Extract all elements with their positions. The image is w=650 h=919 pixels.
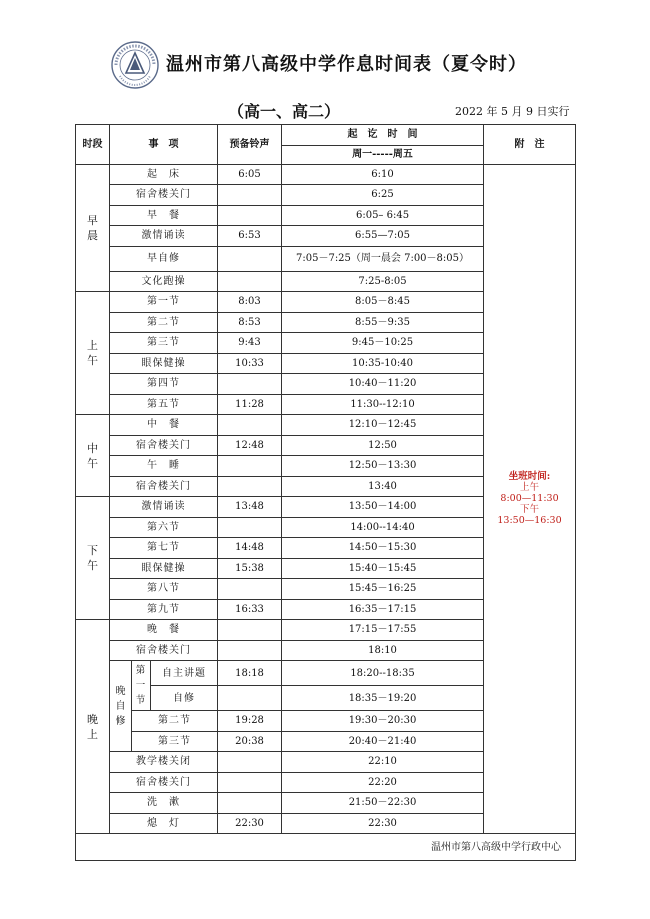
bell-cell: 20:38 bbox=[218, 731, 282, 752]
time-cell: 14:50－15:30 bbox=[282, 538, 484, 559]
time-cell: 20:40－21:40 bbox=[282, 731, 484, 752]
bell-cell bbox=[218, 620, 282, 641]
period-noon: 中午 bbox=[76, 415, 110, 497]
time-cell: 11:30--12:10 bbox=[282, 394, 484, 415]
item-cell: 宿舍楼关门 bbox=[110, 640, 218, 661]
period-morning: 早晨 bbox=[76, 164, 110, 292]
item-cell: 午 睡 bbox=[110, 456, 218, 477]
notes-cell bbox=[484, 164, 576, 834]
header-item: 事 项 bbox=[110, 125, 218, 165]
bell-cell: 6:05 bbox=[218, 164, 282, 185]
schedule-table bbox=[75, 124, 576, 861]
item-cell: 第二节 bbox=[110, 312, 218, 333]
bell-cell bbox=[218, 185, 282, 206]
item-cell: 第五节 bbox=[110, 394, 218, 415]
item-cell: 自主讲题 bbox=[151, 661, 218, 686]
item-cell: 熄 灯 bbox=[110, 813, 218, 834]
notes-pm-label: 下午 bbox=[520, 504, 540, 516]
time-cell: 15:45－16:25 bbox=[282, 579, 484, 600]
time-cell: 9:45－10:25 bbox=[282, 333, 484, 354]
bell-cell: 14:48 bbox=[218, 538, 282, 559]
item-cell: 早自修 bbox=[110, 246, 218, 271]
bell-cell bbox=[218, 772, 282, 793]
bell-cell bbox=[218, 271, 282, 292]
header-row bbox=[76, 125, 576, 146]
table-row bbox=[76, 164, 576, 185]
bell-cell: 11:28 bbox=[218, 394, 282, 415]
bell-cell: 15:38 bbox=[218, 558, 282, 579]
time-cell: 18:35－19:20 bbox=[282, 686, 484, 711]
bell-cell bbox=[218, 793, 282, 814]
period-evening: 晚上 bbox=[76, 620, 110, 834]
time-cell: 16:35－17:15 bbox=[282, 599, 484, 620]
item-cell: 眼保健操 bbox=[110, 558, 218, 579]
bell-cell bbox=[218, 456, 282, 477]
item-cell: 早 餐 bbox=[110, 205, 218, 226]
header-bell: 预备铃声 bbox=[218, 125, 282, 165]
item-cell: 中 餐 bbox=[110, 415, 218, 436]
header-time: 起 讫 时 间 bbox=[282, 125, 484, 146]
item-cell: 宿舍楼关门 bbox=[110, 435, 218, 456]
bell-cell bbox=[218, 415, 282, 436]
item-cell: 眼保健操 bbox=[110, 353, 218, 374]
item-cell: 宿舍楼关门 bbox=[110, 772, 218, 793]
bell-cell: 9:43 bbox=[218, 333, 282, 354]
item-cell: 第三节 bbox=[110, 333, 218, 354]
item-cell: 第二节 bbox=[132, 711, 218, 732]
time-cell: 17:15－17:55 bbox=[282, 620, 484, 641]
bell-cell: 16:33 bbox=[218, 599, 282, 620]
item-cell: 自修 bbox=[151, 686, 218, 711]
bell-cell bbox=[218, 246, 282, 271]
time-cell: 14:00--14:40 bbox=[282, 517, 484, 538]
time-cell: 8:05－8:45 bbox=[282, 292, 484, 313]
time-cell: 6:25 bbox=[282, 185, 484, 206]
bell-cell: 18:18 bbox=[218, 661, 282, 686]
school-logo bbox=[110, 40, 160, 90]
time-cell: 7:05－7:25（周一晨会 7:00－8:05） bbox=[282, 246, 484, 271]
item-cell: 第三节 bbox=[132, 731, 218, 752]
time-cell: 10:35-10:40 bbox=[282, 353, 484, 374]
period-afternoon: 下午 bbox=[76, 497, 110, 620]
bell-cell bbox=[218, 517, 282, 538]
bell-cell bbox=[218, 476, 282, 497]
bell-cell bbox=[218, 686, 282, 711]
header-period: 时段 bbox=[76, 125, 110, 165]
time-cell: 12:10－12:45 bbox=[282, 415, 484, 436]
item-cell: 第七节 bbox=[110, 538, 218, 559]
time-cell: 18:10 bbox=[282, 640, 484, 661]
time-cell: 6:55—7:05 bbox=[282, 226, 484, 247]
time-cell: 22:10 bbox=[282, 752, 484, 773]
bell-cell: 10:33 bbox=[218, 353, 282, 374]
notes-pm-time: 13:50—16:30 bbox=[497, 515, 562, 527]
time-cell: 8:55－9:35 bbox=[282, 312, 484, 333]
time-cell: 13:40 bbox=[282, 476, 484, 497]
item-cell: 激情诵读 bbox=[110, 497, 218, 518]
item-cell: 教学楼关闭 bbox=[110, 752, 218, 773]
evening-study-label: 晚自修 bbox=[110, 661, 132, 752]
bell-cell: 6:53 bbox=[218, 226, 282, 247]
bell-cell: 8:53 bbox=[218, 312, 282, 333]
time-cell: 18:20--18:35 bbox=[282, 661, 484, 686]
time-cell: 6:05– 6:45 bbox=[282, 205, 484, 226]
bell-cell: 22:30 bbox=[218, 813, 282, 834]
item-cell: 晚 餐 bbox=[110, 620, 218, 641]
bell-cell: 12:48 bbox=[218, 435, 282, 456]
time-cell: 6:10 bbox=[282, 164, 484, 185]
notes-am-label: 上午 bbox=[520, 482, 540, 494]
time-cell: 15:40－15:45 bbox=[282, 558, 484, 579]
footer-row bbox=[76, 834, 576, 861]
header-days: 周一-----周五 bbox=[282, 145, 484, 164]
item-cell: 第九节 bbox=[110, 599, 218, 620]
item-cell: 宿舍楼关门 bbox=[110, 476, 218, 497]
effective-date: 2022 年 5 月 9 日实行 bbox=[455, 105, 570, 118]
time-cell: 19:30－20:30 bbox=[282, 711, 484, 732]
notes-am-time: 8:00—11:30 bbox=[500, 493, 559, 505]
bell-cell bbox=[218, 579, 282, 600]
time-cell: 10:40－11:20 bbox=[282, 374, 484, 395]
bell-cell bbox=[218, 752, 282, 773]
time-cell: 21:50－22:30 bbox=[282, 793, 484, 814]
bell-cell bbox=[218, 205, 282, 226]
page-title: 温州市第八高级中学作息时间表（夏令时） bbox=[166, 54, 527, 75]
bell-cell bbox=[218, 374, 282, 395]
first-section-label: 第一节 bbox=[132, 661, 151, 711]
bell-cell: 13:48 bbox=[218, 497, 282, 518]
item-cell: 起 床 bbox=[110, 164, 218, 185]
time-cell: 12:50 bbox=[282, 435, 484, 456]
footer-text: 温州市第八高级中学行政中心 bbox=[76, 834, 576, 861]
item-cell: 激情诵读 bbox=[110, 226, 218, 247]
item-cell: 第八节 bbox=[110, 579, 218, 600]
item-cell: 第一节 bbox=[110, 292, 218, 313]
notes-title: 坐班时间: bbox=[508, 471, 551, 483]
time-cell: 22:20 bbox=[282, 772, 484, 793]
item-cell: 文化跑操 bbox=[110, 271, 218, 292]
page-subtitle: （高一、高二） bbox=[228, 102, 341, 121]
item-cell: 第四节 bbox=[110, 374, 218, 395]
period-forenoon: 上午 bbox=[76, 292, 110, 415]
bell-cell: 19:28 bbox=[218, 711, 282, 732]
item-cell: 第六节 bbox=[110, 517, 218, 538]
time-cell: 7:25-8:05 bbox=[282, 271, 484, 292]
bell-cell bbox=[218, 640, 282, 661]
time-cell: 22:30 bbox=[282, 813, 484, 834]
header-notes: 附 注 bbox=[484, 125, 576, 165]
bell-cell: 8:03 bbox=[218, 292, 282, 313]
item-cell: 洗 漱 bbox=[110, 793, 218, 814]
time-cell: 12:50－13:30 bbox=[282, 456, 484, 477]
item-cell: 宿舍楼关门 bbox=[110, 185, 218, 206]
time-cell: 13:50－14:00 bbox=[282, 497, 484, 518]
